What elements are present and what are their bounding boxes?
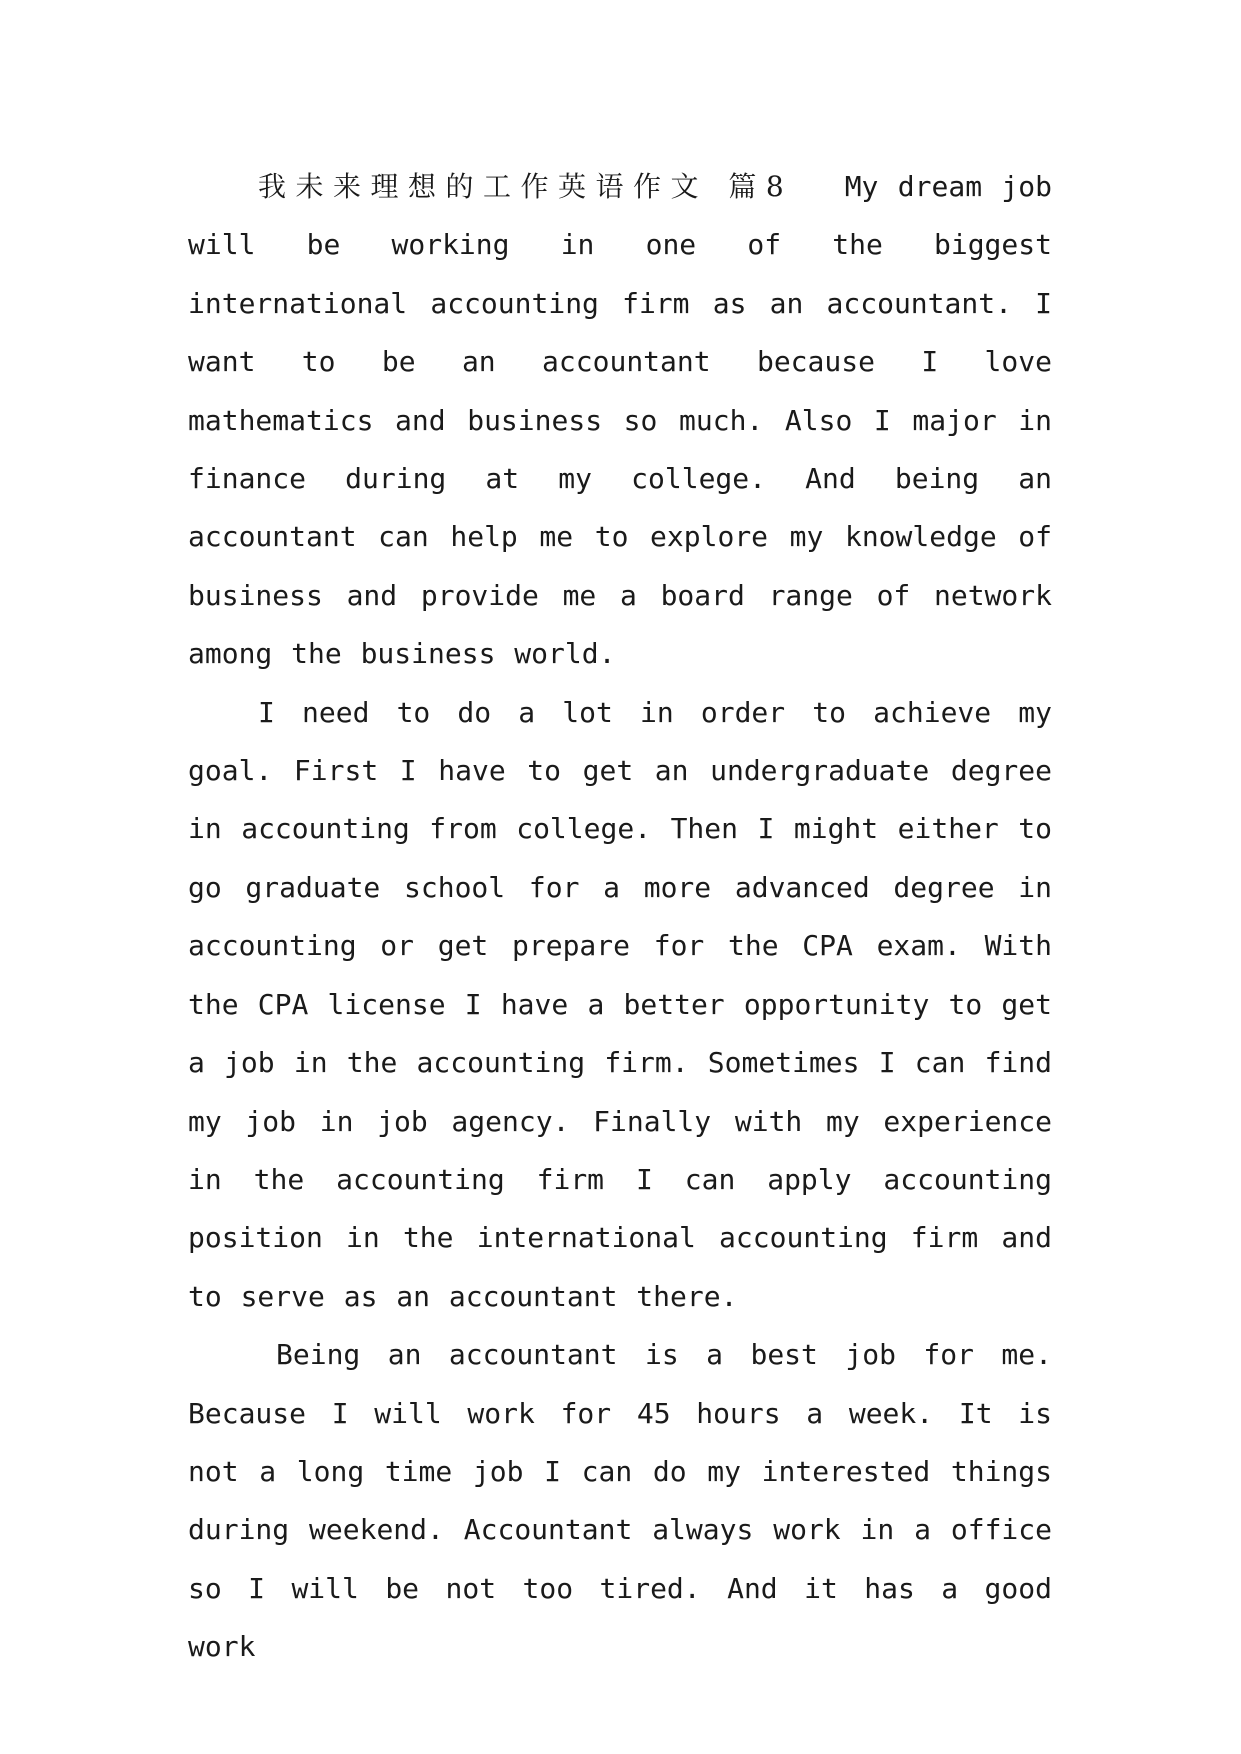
paragraph-1: [188, 158, 1052, 684]
paragraph-3: Being an accountant is a best job for me. Because I will work for 45 hours a week. It is not a long time job I can do my interested things during weekend. Accountant always work in a office so I will be not too tired. And it has a good work: [188, 1338, 1052, 1664]
paragraph-1-text: My dream job will be working in one of the biggest international accounting firm as an accountant. I want to be an accountant because I love mathematics and business so much. Also I major in finance during at my college. And being an accountant can help me to explore my knowledge of business and provide me a board range of network among the business world.: [188, 170, 1052, 671]
paragraph-2: I need to do a lot in order to achieve my goal. First I have to get an undergraduate degree in accounting from college. Then I might either to go graduate school for a more advanced degree in accounting or get prepare for the CPA exam. With the CPA license I have a better opportunity to get a job in the accounting firm. Sometimes I can find my job in job agency. Finally with my experience in the accounting firm I can apply accounting position in the international accounting firm and to serve as an accountant there.: [188, 695, 1052, 1313]
document-body: [188, 158, 1052, 1677]
essay-heading: 我未来理想的工作英语作文 篇8: [258, 170, 793, 203]
